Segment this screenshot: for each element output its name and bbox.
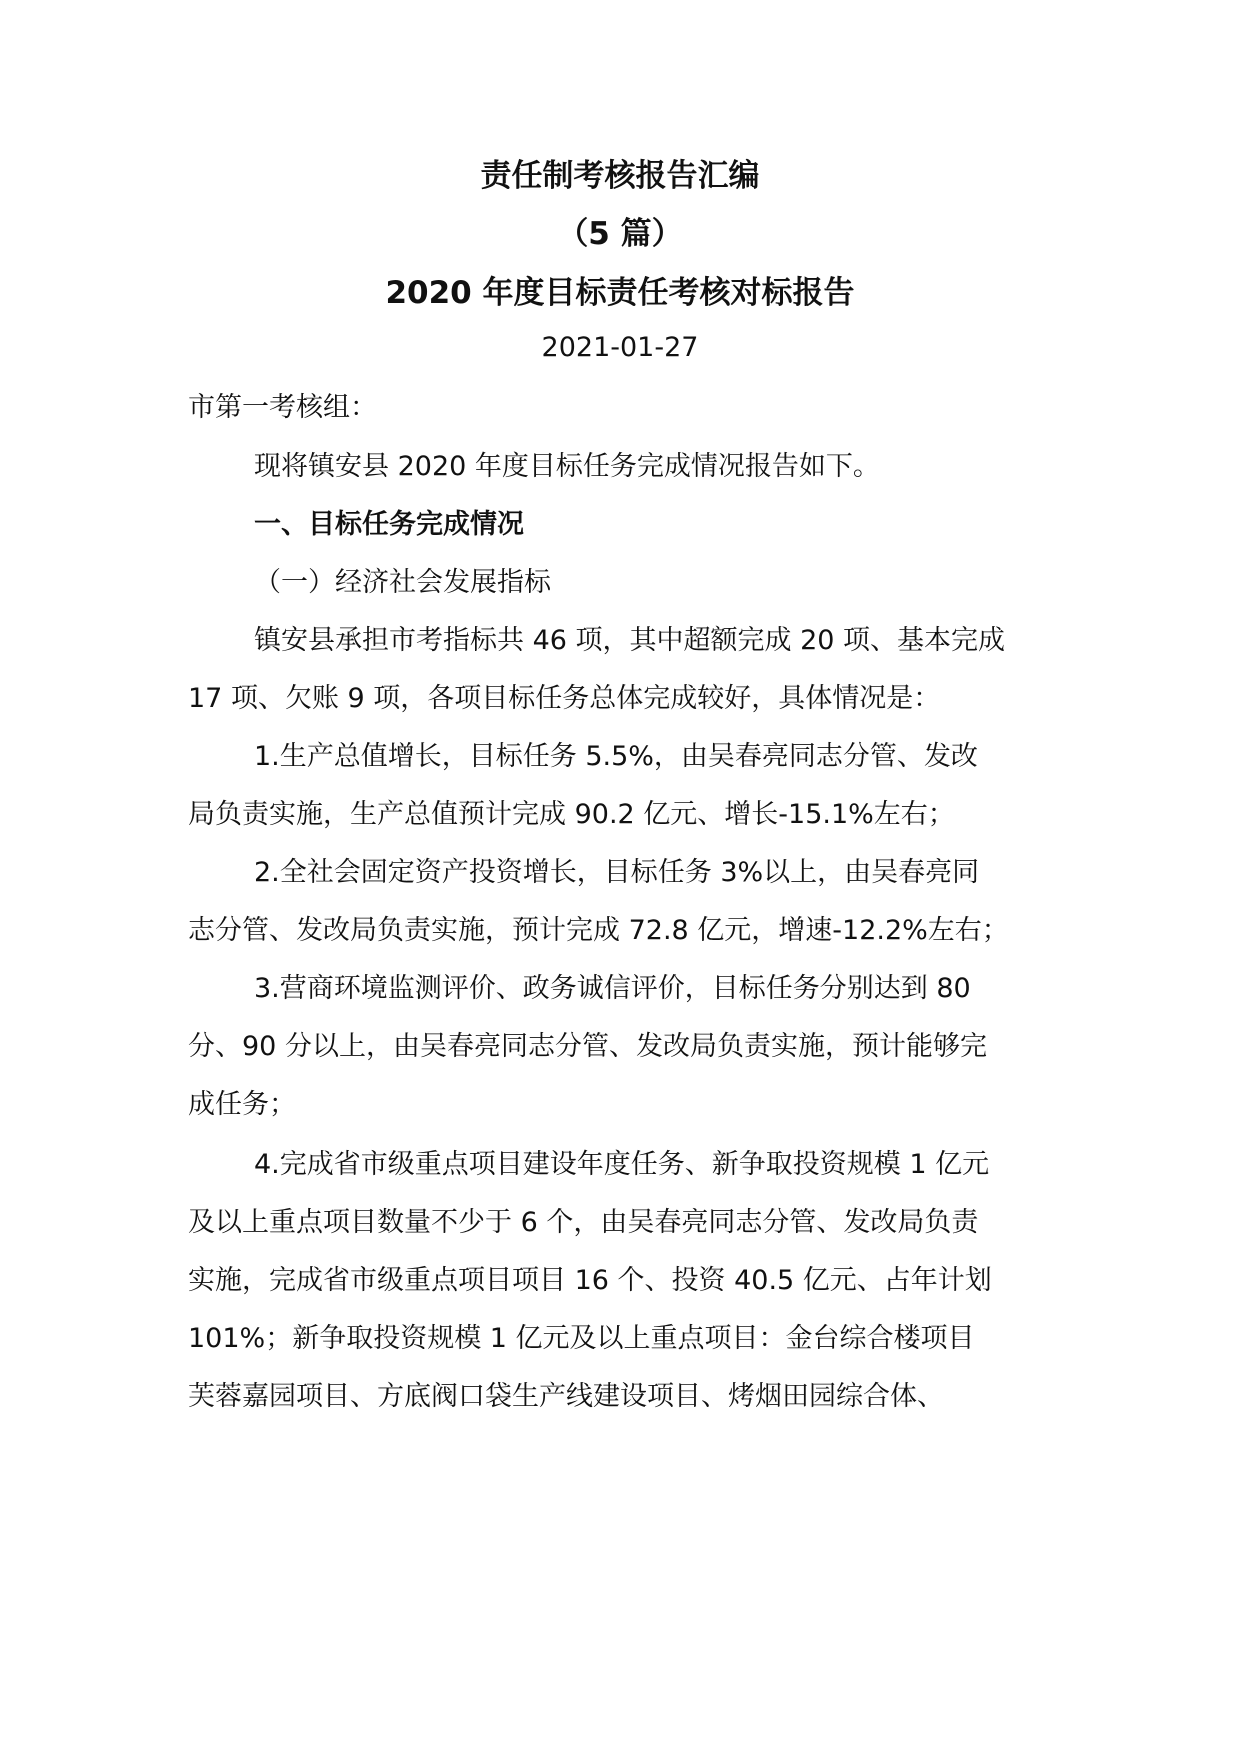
section-heading: 一、目标任务完成情况: [254, 509, 524, 540]
paragraph-line: 1.生产总值增长，目标任务 5.5%，由吴春亮同志分管、发改: [254, 741, 978, 772]
paragraph-line: 志分管、发改局负责实施，预计完成 72.8 亿元，增速-12.2%左右；: [188, 915, 1009, 946]
paragraph-line: 及以上重点项目数量不少于 6 个，由吴春亮同志分管、发改局负责: [188, 1207, 979, 1238]
paragraph-line: 分、90 分以上，由吴春亮同志分管、发改局负责实施，预计能够完: [188, 1031, 987, 1062]
paragraph-line: 2.全社会固定资产投资增长，目标任务 3%以上，由吴春亮同: [254, 857, 980, 888]
paragraph-line: 镇安县承担市考指标共 46 项，其中超额完成 20 项、基本完成: [254, 625, 1006, 656]
paragraph-line: 3.营商环境监测评价、政务诚信评价，目标任务分别达到 80: [254, 973, 971, 1004]
intro-paragraph: 现将镇安县 2020 年度目标任务完成情况报告如下。: [254, 451, 880, 482]
document-subtitle-count: （5 篇）: [557, 216, 683, 252]
paragraph-line: 实施，完成省市级重点项目项目 16 个、投资 40.5 亿元、占年计划: [188, 1265, 992, 1296]
report-date: 2021-01-27: [541, 332, 699, 363]
paragraph-line: 局负责实施，生产总值预计完成 90.2 亿元、增长-15.1%左右；: [188, 799, 955, 830]
paragraph-line: 芙蓉嘉园项目、方底阀口袋生产线建设项目、烤烟田园综合体、: [188, 1381, 944, 1412]
paragraph-line: 101%；新争取投资规模 1 亿元及以上重点项目：金台综合楼项目: [188, 1323, 975, 1354]
paragraph-line: 4.完成省市级重点项目建设年度任务、新争取投资规模 1 亿元: [254, 1149, 990, 1180]
report-title: 2020 年度目标责任考核对标报告: [385, 275, 855, 311]
paragraph-line: 17 项、欠账 9 项，各项目标任务总体完成较好，具体情况是：: [188, 683, 941, 714]
salutation: 市第一考核组：: [188, 392, 377, 423]
document-title: 责任制考核报告汇编: [480, 158, 760, 194]
paragraph-line: 成任务；: [188, 1089, 296, 1120]
subsection-heading: （一）经济社会发展指标: [254, 567, 551, 598]
